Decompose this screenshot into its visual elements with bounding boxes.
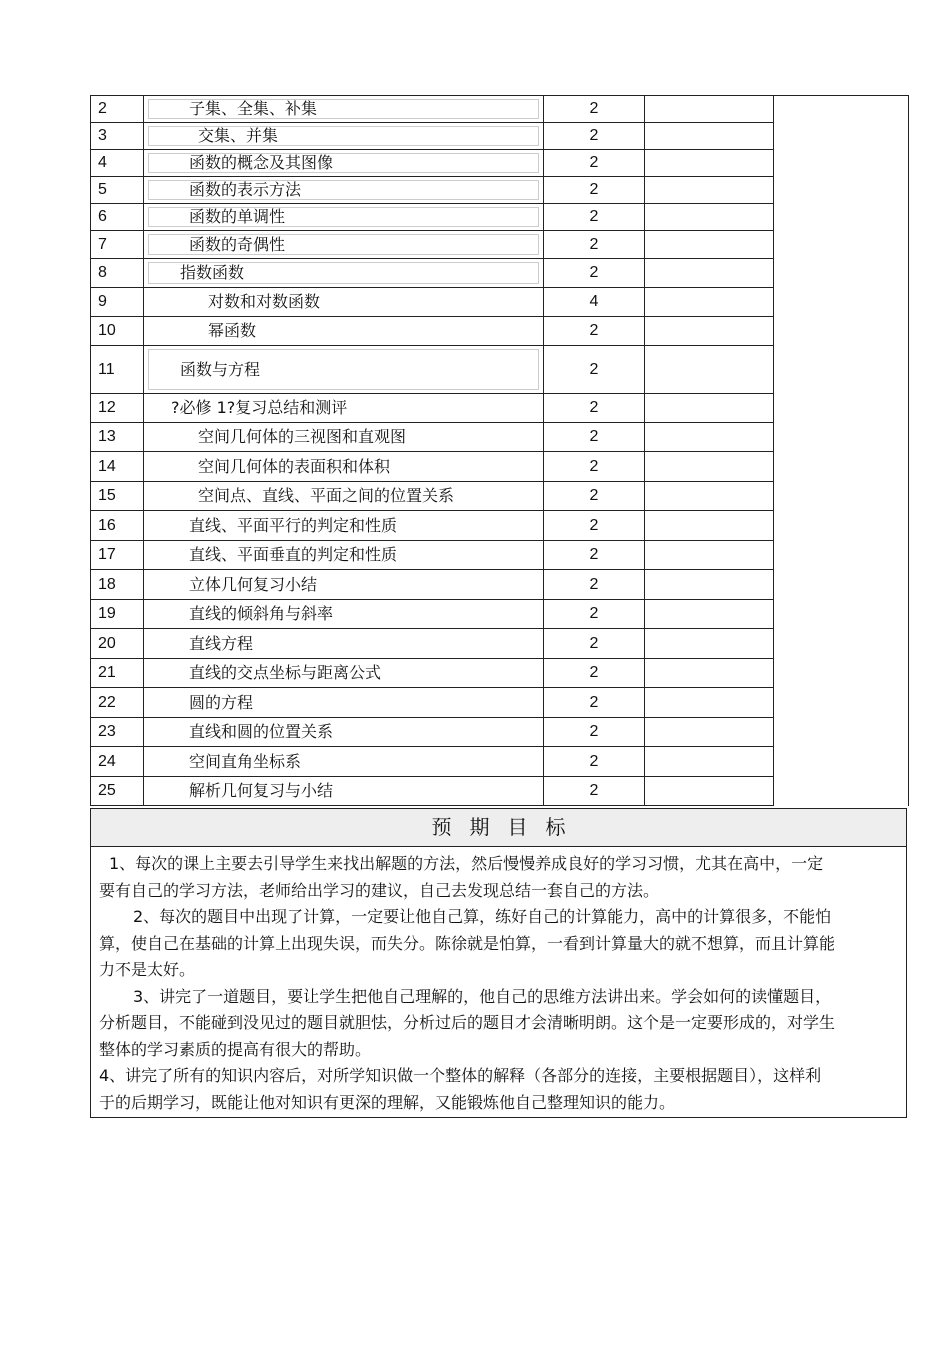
lesson-hours: 2 — [544, 317, 645, 346]
empty-cell — [645, 177, 774, 204]
lesson-topic: 函数的单调性 — [144, 204, 544, 231]
empty-cell — [645, 482, 774, 511]
lesson-number: 14 — [91, 452, 144, 482]
lesson-number: 13 — [91, 423, 144, 452]
lesson-topic: 空间点、直线、平面之间的位置关系 — [144, 482, 544, 511]
empty-cell — [645, 204, 774, 231]
goals-body — [91, 847, 906, 1116]
lesson-number: 10 — [91, 317, 144, 346]
lesson-topic: 函数的奇偶性 — [144, 231, 544, 259]
lesson-number: 12 — [91, 394, 144, 423]
lesson-hours: 2 — [544, 452, 645, 482]
empty-cell — [645, 747, 774, 777]
lesson-hours: 2 — [544, 600, 645, 629]
lesson-topic: ?必修 1?复习总结和测评 — [144, 394, 544, 423]
lesson-hours: 2 — [544, 123, 645, 150]
lesson-topic: 幂函数 — [144, 317, 544, 346]
lesson-topic: 指数函数 — [144, 259, 544, 288]
lesson-hours: 2 — [544, 346, 645, 394]
empty-cell — [645, 288, 774, 317]
lesson-number: 23 — [91, 718, 144, 747]
goals-title: 预期目标 — [91, 809, 906, 847]
lesson-topic: 解析几何复习与小结 — [144, 777, 544, 806]
empty-cell — [645, 688, 774, 718]
lesson-topic: 函数的概念及其图像 — [144, 150, 544, 177]
lesson-hours: 2 — [544, 570, 645, 600]
lesson-topic: 直线的倾斜角与斜率 — [144, 600, 544, 629]
empty-cell — [645, 346, 774, 394]
lesson-number: 3 — [91, 123, 144, 150]
lesson-hours: 2 — [544, 747, 645, 777]
lesson-number: 11 — [91, 346, 144, 394]
empty-cell — [645, 394, 774, 423]
lesson-topic: 直线、平面垂直的判定和性质 — [144, 541, 544, 570]
course-schedule-table — [90, 95, 909, 806]
lesson-hours: 2 — [544, 394, 645, 423]
lesson-number: 20 — [91, 629, 144, 659]
lesson-number: 19 — [91, 600, 144, 629]
lesson-number: 6 — [91, 204, 144, 231]
lesson-number: 25 — [91, 777, 144, 806]
empty-cell — [645, 317, 774, 346]
empty-cell — [645, 600, 774, 629]
lesson-topic: 函数的表示方法 — [144, 177, 544, 204]
lesson-topic: 空间几何体的三视图和直观图 — [144, 423, 544, 452]
empty-cell — [645, 629, 774, 659]
lesson-number: 7 — [91, 231, 144, 259]
lesson-hours: 2 — [544, 150, 645, 177]
lesson-topic: 交集、并集 — [144, 123, 544, 150]
lesson-topic: 立体几何复习小结 — [144, 570, 544, 600]
lesson-number: 2 — [91, 96, 144, 123]
lesson-hours: 2 — [544, 511, 645, 541]
lesson-number: 8 — [91, 259, 144, 288]
lesson-topic: 空间直角坐标系 — [144, 747, 544, 777]
schedule-body — [91, 96, 909, 806]
lesson-number: 22 — [91, 688, 144, 718]
empty-cell — [645, 96, 774, 123]
lesson-topic: 直线、平面平行的判定和性质 — [144, 511, 544, 541]
lesson-number: 15 — [91, 482, 144, 511]
lesson-number: 16 — [91, 511, 144, 541]
lesson-topic: 对数和对数函数 — [144, 288, 544, 317]
lesson-number: 24 — [91, 747, 144, 777]
empty-cell — [645, 718, 774, 747]
empty-cell — [645, 231, 774, 259]
empty-cell — [645, 659, 774, 688]
expected-goals-section — [90, 808, 907, 1118]
empty-cell — [645, 123, 774, 150]
lesson-hours: 2 — [544, 423, 645, 452]
lesson-hours: 2 — [544, 777, 645, 806]
lesson-number: 9 — [91, 288, 144, 317]
goal-paragraph: 1、每次的课上主要去引导学生来找出解题的方法，然后慢慢养成良好的学习习惯，尤其在高中，一定要有自己的学习方法，老师给出学习的建议，自己去发现总结一套自己的方法。 — [99, 854, 824, 900]
lesson-hours: 2 — [544, 177, 645, 204]
lesson-hours: 2 — [544, 204, 645, 231]
lesson-topic: 圆的方程 — [144, 688, 544, 718]
lesson-number: 21 — [91, 659, 144, 688]
goal-paragraph: 2、每次的题目中出现了计算，一定要让他自己算，练好自己的计算能力，高中的计算很多，不能怕算，使自己在基础的计算上出现失误，而失分。陈徐就是怕算，一看到计算量大的就不想算，而且计算能力不是太好。 — [99, 907, 836, 979]
lesson-number: 18 — [91, 570, 144, 600]
lesson-number: 5 — [91, 177, 144, 204]
empty-cell — [645, 452, 774, 482]
lesson-topic: 直线的交点坐标与距离公式 — [144, 659, 544, 688]
empty-cell — [645, 150, 774, 177]
lesson-hours: 2 — [544, 482, 645, 511]
goal-paragraph: 4、讲完了所有的知识内容后，对所学知识做一个整体的解释（各部分的连接，主要根据题目），这样利于的后期学习，既能让他对知识有更深的理解，又能锻炼他自己整理知识的能力。 — [99, 1066, 822, 1112]
goal-paragraph: 3、讲完了一道题目，要让学生把他自己理解的，他自己的思维方法讲出来。学会如何的读懂题目，分析题目，不能碰到没见过的题目就胆怯，分析过后的题目才会清晰明朗。这个是一定要形成的，对学生整体的学习素质的提高有很大的帮助。 — [99, 986, 836, 1059]
lesson-hours: 2 — [544, 659, 645, 688]
lesson-hours: 2 — [544, 688, 645, 718]
empty-cell — [645, 259, 774, 288]
lesson-topic: 子集、全集、补集 — [144, 96, 544, 123]
lesson-topic: 函数与方程 — [144, 346, 544, 394]
lesson-topic: 直线和圆的位置关系 — [144, 718, 544, 747]
lesson-hours: 2 — [544, 718, 645, 747]
lesson-topic: 直线方程 — [144, 629, 544, 659]
lesson-hours: 2 — [544, 96, 645, 123]
lesson-hours: 2 — [544, 541, 645, 570]
empty-cell — [645, 570, 774, 600]
side-column — [774, 96, 909, 806]
lesson-hours: 2 — [544, 259, 645, 288]
lesson-hours: 2 — [544, 629, 645, 659]
empty-cell — [645, 423, 774, 452]
lesson-hours: 4 — [544, 288, 645, 317]
empty-cell — [645, 541, 774, 570]
lesson-hours: 2 — [544, 231, 645, 259]
lesson-number: 4 — [91, 150, 144, 177]
empty-cell — [645, 511, 774, 541]
lesson-topic: 空间几何体的表面积和体积 — [144, 452, 544, 482]
empty-cell — [645, 777, 774, 806]
lesson-number: 17 — [91, 541, 144, 570]
table-row — [91, 96, 909, 123]
